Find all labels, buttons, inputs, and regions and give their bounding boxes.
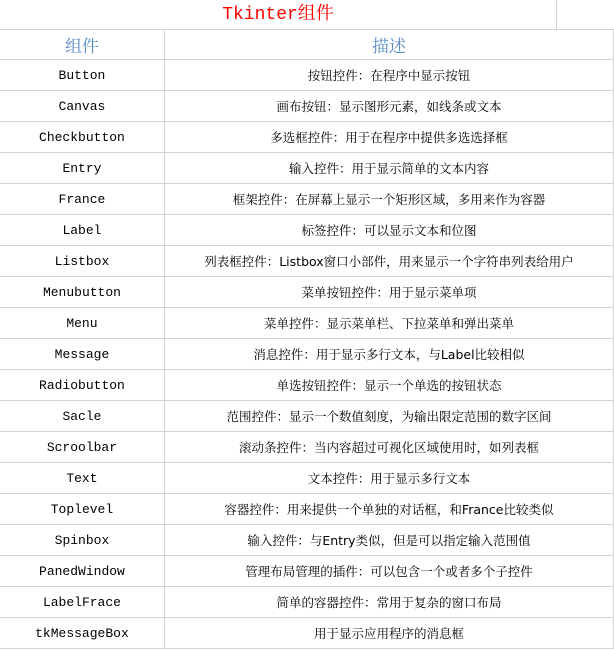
component-name-cell: tkMessageBox (0, 618, 164, 649)
component-name-cell: Toplevel (0, 494, 164, 525)
component-description-cell: 输入控件：用于显示简单的文本内容 (164, 153, 613, 184)
component-description-cell: 容器控件：用来提供一个单独的对话框，和France比较类似 (164, 494, 613, 525)
table-row (0, 556, 614, 587)
table-row (0, 91, 614, 122)
component-name-cell: Scroolbar (0, 432, 164, 463)
component-name-cell: Canvas (0, 91, 164, 122)
component-name-cell: Menu (0, 308, 164, 339)
table-row (0, 401, 614, 432)
title-row (0, 0, 614, 30)
table-row (0, 370, 614, 401)
component-name-cell: Message (0, 339, 164, 370)
component-name-cell: Menubutton (0, 277, 164, 308)
components-table (0, 30, 614, 649)
table-row (0, 587, 614, 618)
component-description-cell: 标签控件：可以显示文本和位图 (164, 215, 613, 246)
component-name-cell: France (0, 184, 164, 215)
page-title: Tkinter组件 (222, 5, 334, 25)
table-row (0, 432, 614, 463)
component-description-cell: 框架控件：在屏幕上显示一个矩形区域，多用来作为容器 (164, 184, 613, 215)
component-name-cell: Text (0, 463, 164, 494)
column-header-component: 组件 (0, 30, 164, 60)
component-name-cell: Button (0, 60, 164, 91)
component-description-cell: 单选按钮控件：显示一个单选的按钮状态 (164, 370, 613, 401)
table-header-row (0, 30, 614, 60)
component-description-cell: 范围控件：显示一个数值刻度，为输出限定范围的数字区间 (164, 401, 613, 432)
table-row (0, 618, 614, 649)
title-divider (556, 0, 557, 30)
table-row (0, 277, 614, 308)
component-name-cell: PanedWindow (0, 556, 164, 587)
component-name-cell: Spinbox (0, 525, 164, 556)
component-description-cell: 列表框控件：Listbox窗口小部件，用来显示一个字符串列表给用户 (164, 246, 613, 277)
component-description-cell: 简单的容器控件：常用于复杂的窗口布局 (164, 587, 613, 618)
component-description-cell: 管理布局管理的插件：可以包含一个或者多个子控件 (164, 556, 613, 587)
component-name-cell: Label (0, 215, 164, 246)
table-row (0, 525, 614, 556)
table-row (0, 463, 614, 494)
component-name-cell: Listbox (0, 246, 164, 277)
table-row (0, 60, 614, 91)
table-row (0, 215, 614, 246)
table-row (0, 184, 614, 215)
table-row (0, 308, 614, 339)
component-name-cell: Radiobutton (0, 370, 164, 401)
table-row (0, 153, 614, 184)
component-description-cell: 画布按钮：显示图形元素，如线条或文本 (164, 91, 613, 122)
component-description-cell: 多选框控件：用于在程序中提供多选选择框 (164, 122, 613, 153)
component-description-cell: 用于显示应用程序的消息框 (164, 618, 613, 649)
component-description-cell: 菜单控件：显示菜单栏、下拉菜单和弹出菜单 (164, 308, 613, 339)
table-row (0, 122, 614, 153)
component-description-cell: 输入控件：与Entry类似，但是可以指定输入范围值 (164, 525, 613, 556)
component-name-cell: Checkbutton (0, 122, 164, 153)
component-description-cell: 按钮控件：在程序中显示按钮 (164, 60, 613, 91)
component-description-cell: 滚动条控件：当内容超过可视化区域使用时，如列表框 (164, 432, 613, 463)
table-row (0, 246, 614, 277)
component-description-cell: 菜单按钮控件：用于显示菜单项 (164, 277, 613, 308)
component-name-cell: LabelFrace (0, 587, 164, 618)
component-name-cell: Sacle (0, 401, 164, 432)
table-row (0, 339, 614, 370)
table-body (0, 60, 614, 649)
component-name-cell: Entry (0, 153, 164, 184)
component-description-cell: 消息控件：用于显示多行文本，与Label比较相似 (164, 339, 613, 370)
table-row (0, 494, 614, 525)
component-description-cell: 文本控件：用于显示多行文本 (164, 463, 613, 494)
column-header-description: 描述 (164, 30, 613, 60)
